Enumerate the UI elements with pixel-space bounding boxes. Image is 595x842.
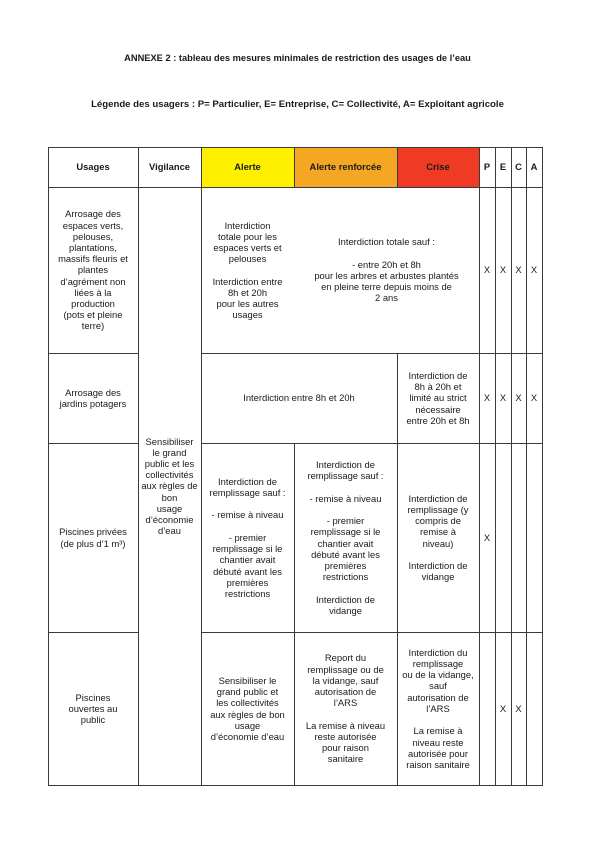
row2-crise: Interdiction de 8h à 20h et limité au strict nécessaire entre 20h et 8h bbox=[406, 369, 470, 426]
grid-line bbox=[201, 632, 543, 633]
row1-a: X bbox=[530, 264, 538, 276]
grid-line bbox=[294, 443, 295, 786]
header-alerte-renforcee: Alerte renforcée bbox=[294, 147, 397, 187]
header-alerte: Alerte bbox=[201, 147, 294, 187]
row4-c: X bbox=[515, 702, 522, 714]
grid-line bbox=[495, 147, 496, 786]
vigilance-cell: Sensibiliser le grand public et les collectivités aux règles de bon usage d’économie d’eau bbox=[141, 435, 198, 537]
header-c: C bbox=[515, 161, 522, 173]
legend-text: Légende des usagers : P= Particulier, E= Entreprise, C= Collectivité, A= Exploitant agricole bbox=[91, 99, 504, 110]
row2-c: X bbox=[515, 392, 522, 404]
row4-a bbox=[526, 632, 542, 785]
row3-c bbox=[511, 443, 526, 632]
row1-alerte: Interdiction totale pour les espaces verts et pelouses Interdiction entre 8h et 20h pour les autres usages bbox=[212, 219, 283, 321]
row4-usage: Piscines ouvertes au public bbox=[68, 691, 118, 726]
grid-line bbox=[48, 632, 138, 633]
row3-usage: Piscines privées (de plus d’1 m³) bbox=[59, 526, 127, 549]
row3-renforcee: Interdiction de remplissage sauf : - remise à niveau - premier remplissage si le chantier avait débuté avant les premières restrictions Interdiction de vidange bbox=[307, 459, 384, 616]
row3-crise: Interdiction de remplissage (y compris de remise à niveau) Interdiction de vidange bbox=[407, 492, 469, 583]
row4-e: X bbox=[499, 702, 507, 714]
row1-e: X bbox=[499, 264, 507, 276]
row4-crise: Interdiction du remplissage ou de la vidange, sauf autorisation de l’ARS La remise à niveau reste autorisée pour raison sanitaire bbox=[402, 646, 474, 770]
grid-line bbox=[294, 147, 295, 187]
row1-usage: Arrosage des espaces verts, pelouses, plantations, massifs fleuris et plantes d’agrément non liées à la production (pots et pleine terre) bbox=[58, 208, 128, 332]
row2-alerte-renforcee: Interdiction entre 8h et 20h bbox=[243, 392, 355, 404]
grid-line bbox=[201, 443, 543, 444]
row1-renforcee-crise: Interdiction totale sauf : - entre 20h et 8h pour les arbres et arbustes plantés en pleine terre depuis moins de 2 ans bbox=[314, 236, 459, 304]
grid-line bbox=[511, 147, 512, 786]
grid-line bbox=[526, 147, 527, 786]
grid-line bbox=[397, 353, 398, 786]
header-vigilance: Vigilance bbox=[149, 161, 190, 173]
row4-p bbox=[479, 632, 495, 785]
grid-line bbox=[201, 353, 543, 354]
grid-line bbox=[48, 147, 49, 786]
row4-alerte: Sensibiliser le grand public et les collectivités aux règles de bon usage d’économie d’eau bbox=[210, 674, 285, 742]
grid-line bbox=[542, 147, 543, 786]
header-crise: Crise bbox=[397, 147, 479, 187]
grid-line bbox=[48, 785, 543, 786]
header-usages: Usages bbox=[76, 161, 110, 173]
grid-line bbox=[48, 187, 543, 188]
grid-line bbox=[48, 353, 138, 354]
row3-e bbox=[495, 443, 511, 632]
row4-renforcee: Report du remplissage ou de la vidange, sauf autorisation de l’ARS La remise à niveau reste autorisée pour raison sanitaire bbox=[305, 652, 386, 765]
grid-line bbox=[138, 147, 139, 786]
grid-line bbox=[48, 147, 543, 148]
row3-a bbox=[526, 443, 542, 632]
grid-line bbox=[479, 147, 480, 786]
row2-e: X bbox=[499, 392, 507, 404]
header-a: A bbox=[530, 161, 538, 173]
page-title: ANNEXE 2 : tableau des mesures minimales de restriction des usages de l’eau bbox=[124, 53, 471, 63]
grid-line bbox=[201, 147, 202, 786]
row2-p: X bbox=[483, 392, 491, 404]
row1-p: X bbox=[483, 264, 491, 276]
grid-line bbox=[397, 147, 398, 187]
grid-line bbox=[48, 443, 138, 444]
row2-usage: Arrosage des jardins potagers bbox=[59, 386, 127, 409]
row2-a: X bbox=[530, 392, 538, 404]
row3-p: X bbox=[483, 531, 491, 543]
header-p: P bbox=[483, 161, 491, 173]
row1-c: X bbox=[515, 264, 522, 276]
header-e: E bbox=[499, 161, 507, 173]
row3-alerte: Interdiction de remplissage sauf : - remise à niveau - premier remplissage si le chantier avait débuté avant les premières restrictions bbox=[209, 475, 286, 599]
